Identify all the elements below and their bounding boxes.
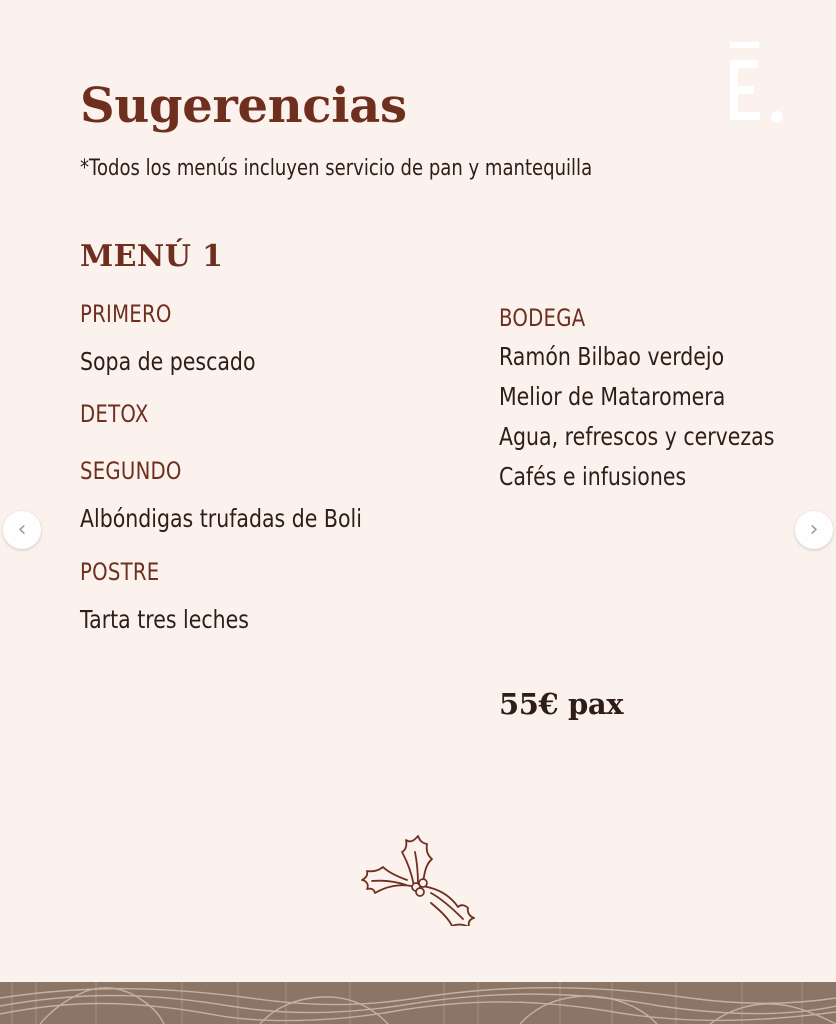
chevron-right-icon: › — [809, 517, 819, 542]
course-item: Tarta tres leches — [80, 605, 249, 634]
course-label: SEGUNDO — [80, 457, 182, 485]
bodega-item: Ramón Bilbao verdejo — [499, 342, 725, 371]
bodega-item: Agua, refrescos y cervezas — [499, 422, 775, 451]
e-logo-icon — [722, 38, 788, 130]
course-item: Sopa de pescado — [80, 347, 256, 376]
bodega-label: BODEGA — [499, 304, 586, 332]
bodega-item: Cafés e infusiones — [499, 462, 687, 491]
next-slide-button[interactable] — [795, 511, 833, 549]
bodega-list — [499, 344, 835, 504]
course-primero — [80, 302, 294, 374]
wood-pattern-icon — [0, 982, 836, 1024]
course-segundo — [80, 459, 424, 531]
previous-slide-button[interactable] — [3, 511, 41, 549]
holly-icon — [354, 828, 480, 926]
course-detox — [80, 402, 164, 426]
course-label: DETOX — [80, 400, 149, 428]
course-label: POSTRE — [80, 558, 160, 586]
menu-title: MENÚ 1 — [80, 239, 224, 274]
course-postre — [80, 560, 286, 632]
chevron-left-icon: ‹ — [17, 517, 27, 542]
course-label: PRIMERO — [80, 300, 172, 328]
menu-note: *Todos los menús incluyen servicio de pan y mantequilla — [80, 156, 593, 181]
bodega-item: Melior de Mataromera — [499, 382, 726, 411]
course-item: Albóndigas trufadas de Boli — [80, 504, 362, 533]
page-title: Sugerencias — [80, 78, 407, 134]
menu-price: 55€ pax — [499, 687, 624, 721]
